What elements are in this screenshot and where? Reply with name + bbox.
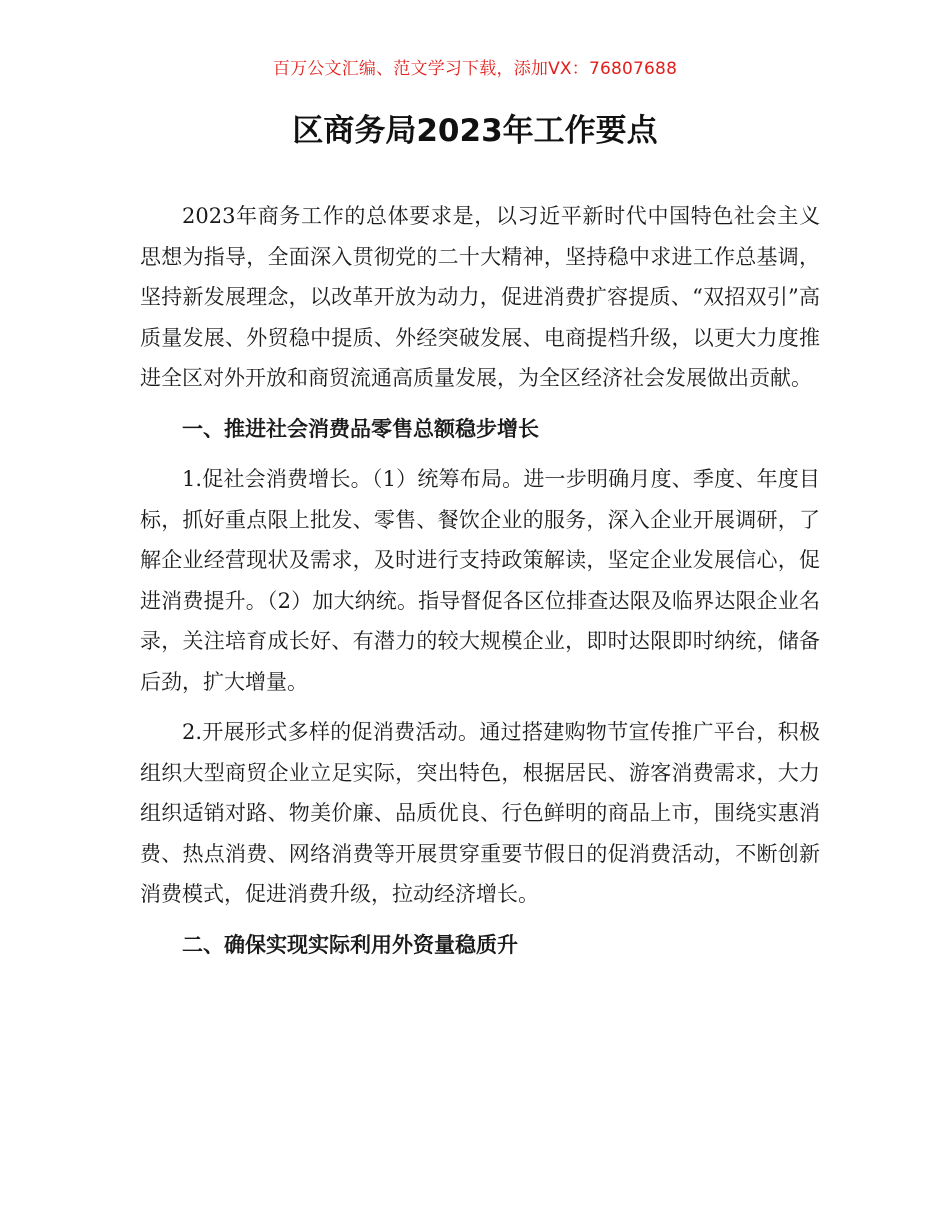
document-body (140, 196, 820, 975)
intro-paragraph: 2023年商务工作的总体要求是，以习近平新时代中国特色社会主义思想为指导，全面深入贯彻党的二十大精神，坚持稳中求进工作总基调，坚持新发展理念，以改革开放为动力，促进消费扩容提质、“双招双引”高质量发展、外贸稳中提质、外经突破发展、电商提档升级，以更大力度推进全区对外开放和商贸流通高质量发展，为全区经济社会发展做出贡献。 (140, 204, 820, 390)
section-heading-1: 一、推进社会消费品零售总额稳步增长 (182, 416, 539, 441)
page-title: 区商务局2023年工作要点 (292, 113, 658, 149)
section-heading-2: 二、确保实现实际利用外资量稳质升 (182, 932, 518, 957)
watermark-header: 百万公文汇编、范文学习下载，添加VX：76807688 (272, 59, 678, 79)
item-paragraph-1: 1.促社会消费增长。（1）统筹布局。进一步明确月度、季度、年度目标，抓好重点限上批发、零售、餐饮企业的服务，深入企业开展调研，了解企业经营现状及需求，及时进行支持政策解读，坚定企业发展信心，促进消费提升。（2）加大纳统。指导督促各区位排查达限及临界达限企业名录，关注培育成长好、有潜力的较大规模企业，即时达限即时纳统，储备后劲，扩大增量。 (140, 467, 820, 694)
item-paragraph-2: 2.开展形式多样的促消费活动。通过搭建购物节宣传推广平台，积极组织大型商贸企业立足实际，突出特色，根据居民、游客消费需求，大力组织适销对路、物美价廉、品质优良、行色鲜明的商品上市，围绕实惠消费、热点消费、网络消费等开展贯穿重要节假日的促消费活动，不断创新消费模式，促进消费升级，拉动经济增长。 (140, 720, 820, 906)
